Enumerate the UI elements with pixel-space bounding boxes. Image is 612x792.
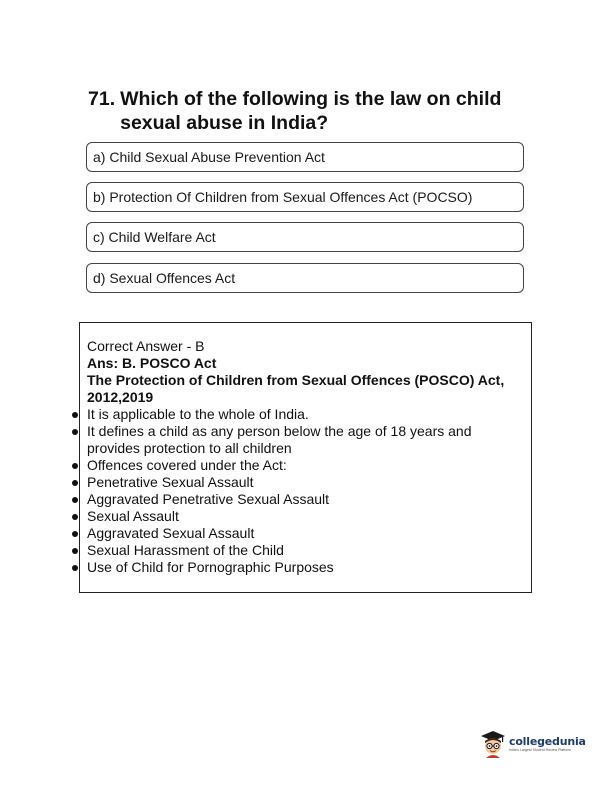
logo-text — [509, 735, 586, 753]
answer-bullet-list — [87, 406, 527, 576]
collegedunia-logo — [480, 728, 592, 760]
bullet-text: It is applicable to the whole of India. — [87, 406, 309, 422]
bullet-icon — [72, 463, 78, 469]
option-d[interactable]: d) Sexual Offences Act — [86, 263, 524, 293]
logo-name: collegedunia — [509, 735, 586, 748]
bullet-text: Sexual Harassment of the Child — [87, 542, 284, 558]
bullet-text: It defines a child as any person below the age of 18 years and provides protection to all children — [87, 423, 472, 456]
bullet-icon — [72, 429, 78, 435]
logo-tagline: India's Largest Student Review Platform — [509, 748, 572, 752]
question-heading — [88, 87, 538, 135]
bullet-icon — [72, 412, 78, 418]
question-number: 71. — [88, 88, 116, 110]
bullet-item — [87, 406, 527, 423]
bullet-item — [87, 423, 527, 457]
bullet-item — [87, 474, 527, 491]
bullet-icon — [72, 514, 78, 520]
bullet-item — [87, 491, 527, 508]
correct-answer-line: Correct Answer - B — [87, 338, 205, 354]
bullet-text: Aggravated Sexual Assault — [87, 525, 255, 541]
question-text: Which of the following is the law on child sexual abuse in India? — [120, 88, 502, 134]
bullet-item — [87, 542, 527, 559]
bullet-icon — [72, 480, 78, 486]
bullet-text: Offences covered under the Act: — [87, 457, 287, 473]
bullet-item — [87, 525, 527, 542]
option-c[interactable]: c) Child Welfare Act — [86, 222, 524, 252]
bullet-item — [87, 559, 527, 576]
answer-line: Ans: B. POSCO Act — [87, 355, 217, 371]
bullet-text: Penetrative Sexual Assault — [87, 474, 254, 490]
option-a[interactable]: a) Child Sexual Abuse Prevention Act — [86, 142, 524, 172]
student-mascot-icon — [480, 730, 506, 758]
bullet-item — [87, 457, 527, 474]
bullet-icon — [72, 565, 78, 571]
bullet-text: Use of Child for Pornographic Purposes — [87, 559, 334, 575]
bullet-item — [87, 508, 527, 525]
answer-content — [87, 338, 527, 576]
bullet-text: Sexual Assault — [87, 508, 179, 524]
bullet-icon — [72, 548, 78, 554]
bullet-icon — [72, 497, 78, 503]
bullet-text: Aggravated Penetrative Sexual Assault — [87, 491, 330, 507]
option-b[interactable]: b) Protection Of Children from Sexual Offences Act (POCSO) — [86, 182, 524, 212]
bullet-icon — [72, 531, 78, 537]
answer-heading: The Protection of Children from Sexual Offences (POSCO) Act, 2012,2019 — [87, 372, 505, 405]
